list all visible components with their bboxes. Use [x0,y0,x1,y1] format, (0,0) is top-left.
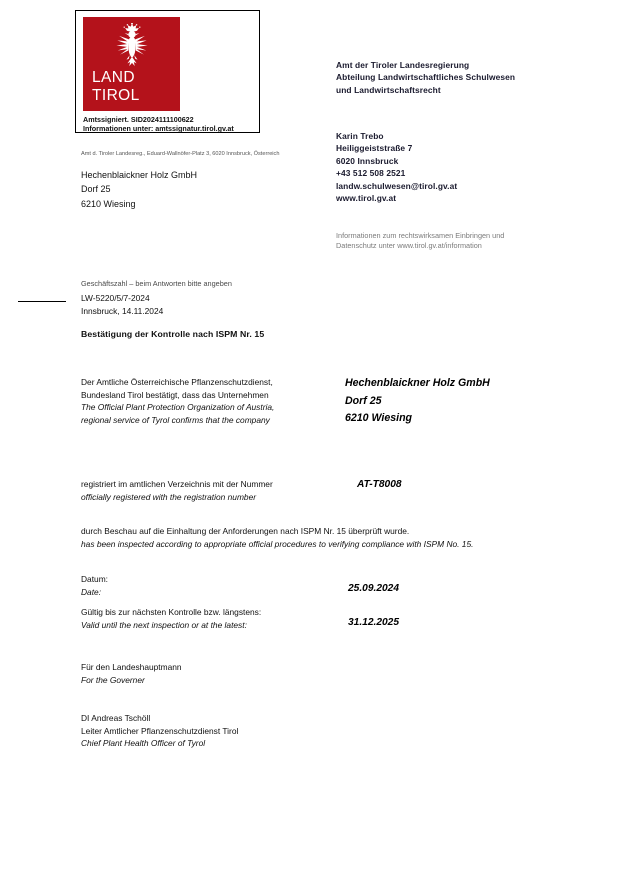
confirmation-block [81,376,274,426]
recipient-street: Dorf 25 [81,184,111,195]
signatory-role-de: Leiter Amtlicher Pflanzenschutzdienst Tirol [81,725,239,736]
company-value-street: Dorf 25 [345,394,382,407]
date-value: 25.09.2024 [348,583,399,594]
header-department-line-2: Abteilung Landwirtschaftliches Schulwesen [336,72,516,83]
governor-en: For the Governer [81,674,145,685]
contact-street: Heiliggeiststraße 7 [336,143,413,154]
signatory-name: DI Andreas Tschöll [81,713,151,723]
header-department-line-1: Amt der Tiroler Landesregierung [336,60,470,70]
governor-de: Für den Landeshauptmann [81,662,182,672]
header-department [336,59,515,96]
registration-block [81,478,273,503]
company-value-city: 6210 Wiesing [345,412,413,424]
official-signature-box [75,10,260,133]
logo-word-land: LAND [92,69,135,86]
privacy-note [336,231,504,252]
logo-word-tirol: TIROL [92,86,140,104]
reference-number: LW-5220/5/7-2024 [81,293,150,303]
company-value [345,375,490,428]
reference-block [81,292,163,318]
recipient-address [81,168,197,211]
registration-en: officially registered with the registration number [81,491,257,502]
signature-info-url: Informationen unter: amtssignatur.tirol.gv.at [83,124,234,134]
date-block [81,573,108,598]
valid-until-block [81,606,261,631]
signatory-block [81,712,238,750]
confirmation-de-line-1: Der Amtliche Österreichische Pflanzenschutzdienst, [81,377,273,387]
contact-name: Karin Trebo [336,131,384,141]
privacy-note-line-1: Informationen zum rechtswirksamen Einbringen und [336,231,505,240]
date-label-en: Date: [81,586,102,597]
confirmation-de-line-2: Bundesland Tirol bestätigt, dass das Unternehmen [81,389,269,400]
contact-website: www.tirol.gv.at [336,193,397,204]
contact-phone: +43 512 508 2521 [336,168,406,179]
contact-city: 6020 Innsbruck [336,155,399,166]
signature-info [83,115,234,133]
inspection-en: has been inspected according to appropriate official procedures to verifying compliance with ISPM No. 15. [81,538,474,549]
inspection-block [81,525,473,550]
header-contact [336,130,457,204]
governor-block [81,661,182,686]
fold-mark [18,301,66,302]
inspection-de: durch Beschau auf die Einhaltung der Anforderungen nach ISPM Nr. 15 überprüft wurde. [81,526,410,536]
valid-until-value: 31.12.2025 [348,617,399,628]
header-department-line-3: und Landwirtschaftsrecht [336,84,441,95]
valid-until-label-de: Gültig bis zur nächsten Kontrolle bzw. längstens: [81,607,262,617]
company-value-name: Hechenblaickner Holz GmbH [345,377,490,389]
logo-wordmark [92,69,140,104]
sender-return-line: Amt d. Tiroler Landesreg., Eduard-Wallnöfer-Platz 3, 6020 Innsbruck, Österreich [81,151,280,157]
confirmation-en-line-2: regional service of Tyrol confirms that the company [81,414,270,425]
land-tirol-logo [83,17,180,111]
signatory-role-en: Chief Plant Health Officer of Tyrol [81,738,206,749]
contact-email: landw.schulwesen@tirol.gv.at [336,180,458,191]
recipient-name: Hechenblaickner Holz GmbH [81,170,198,180]
privacy-note-line-2: Datenschutz unter www.tirol.gv.at/information [336,241,482,251]
confirmation-en-line-1: The Official Plant Protection Organization of Austria, [81,402,275,413]
page-title: Bestätigung der Kontrolle nach ISPM Nr. 15 [81,329,265,339]
reference-place-date: Innsbruck, 14.11.2024 [81,306,164,317]
valid-until-label-en: Valid until the next inspection or at the latest: [81,619,247,630]
registration-number-value: AT-T8008 [357,479,402,490]
recipient-city: 6210 Wiesing [81,198,136,209]
tyrolean-eagle-icon [109,23,155,67]
signature-id: Amtssigniert. SID2024111100622 [83,115,194,124]
registration-de: registriert im amtlichen Verzeichnis mit der Nummer [81,479,273,489]
reference-label: Geschäftszahl – beim Antworten bitte angeben [81,279,232,288]
date-label-de: Datum: [81,574,108,584]
